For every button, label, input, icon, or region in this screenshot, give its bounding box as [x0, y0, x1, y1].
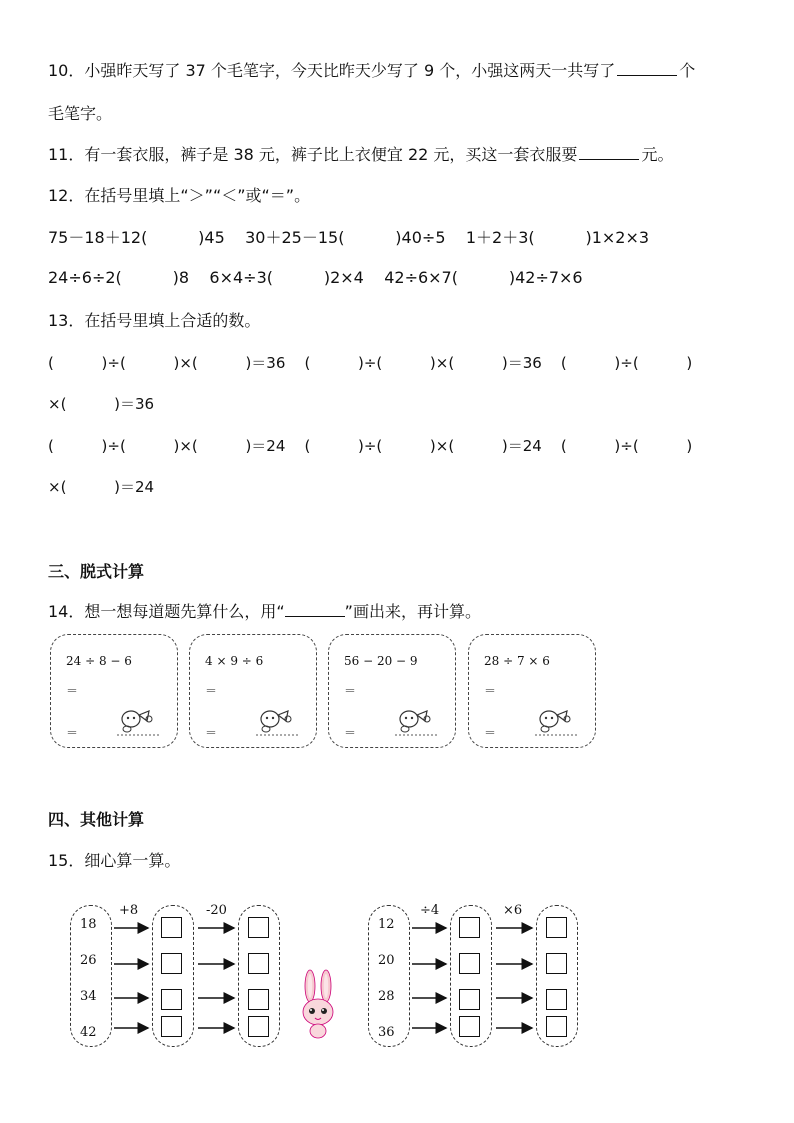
equals-sign[interactable]: ＝: [484, 726, 497, 740]
right-op2-label: ×6: [503, 903, 523, 918]
q13-title: 13．在括号里填上合适的数。: [48, 311, 261, 330]
card-expression: 56 − 20 − 9: [344, 654, 418, 668]
card-expression: 28 ÷ 7 × 6: [484, 654, 550, 668]
equals-sign[interactable]: ＝: [344, 684, 357, 698]
bunny-icon: [298, 968, 338, 1040]
q10-line2: 毛笔字。: [48, 104, 113, 123]
left-input-number: 34: [80, 989, 97, 1004]
q12-row1[interactable]: 75－18＋12( )45 30＋25－15( )40÷5 1＋2＋3( )1×2×3: [48, 228, 650, 247]
right-input-number: 28: [378, 989, 395, 1004]
equals-sign[interactable]: ＝: [205, 726, 218, 740]
q13-row2-cont[interactable]: ×( )＝24: [48, 478, 155, 496]
equals-sign[interactable]: ＝: [66, 726, 79, 740]
section4-heading: 四、其他计算: [48, 810, 145, 829]
right-input-number: 12: [378, 917, 395, 932]
right-input-number: 20: [378, 953, 395, 968]
left-op1-label: +8: [119, 903, 139, 918]
q13-row2[interactable]: ( )÷( )×( )＝24 ( )÷( )×( )＝24 ( )÷( ): [48, 437, 693, 455]
q11-line: 11．有一套衣服，裤子是 38 元，裤子比上衣便宜 22 元，买这一套衣服要 元。: [48, 145, 674, 164]
equals-sign[interactable]: ＝: [205, 684, 218, 698]
equals-sign[interactable]: ＝: [66, 684, 79, 698]
q12-title: 12．在括号里填上“＞”“＜”或“＝”。: [48, 186, 311, 205]
q13-row1-cont[interactable]: ×( )＝36: [48, 395, 155, 413]
left-op2-label: -20: [206, 903, 227, 918]
q12-row2[interactable]: 24÷6÷2( )8 6×4÷3( )2×4 42÷6×7( )42÷7×6: [48, 268, 583, 287]
card-expression: 24 ÷ 8 − 6: [66, 654, 132, 668]
left-input-number: 42: [80, 1025, 97, 1040]
q14-instruction: 14．想一想每道题先算什么，用“ ”画出来，再计算。: [48, 602, 481, 621]
section3-heading: 三、脱式计算: [48, 562, 145, 581]
card-expression: 4 × 9 ÷ 6: [205, 654, 264, 668]
right-input-number: 36: [378, 1025, 395, 1040]
q15-title: 15．细心算一算。: [48, 851, 181, 870]
equals-sign[interactable]: ＝: [484, 684, 497, 698]
left-input-number: 26: [80, 953, 97, 968]
q13-row1[interactable]: ( )÷( )×( )＝36 ( )÷( )×( )＝36 ( )÷( ): [48, 354, 693, 372]
right-op1-label: ÷4: [420, 903, 440, 918]
equals-sign[interactable]: ＝: [344, 726, 357, 740]
q10-line1: 10．小强昨天写了 37 个毛笔字，今天比昨天少写了 9 个，小强这两天一共写了 个: [48, 61, 696, 80]
left-input-number: 18: [80, 917, 97, 932]
